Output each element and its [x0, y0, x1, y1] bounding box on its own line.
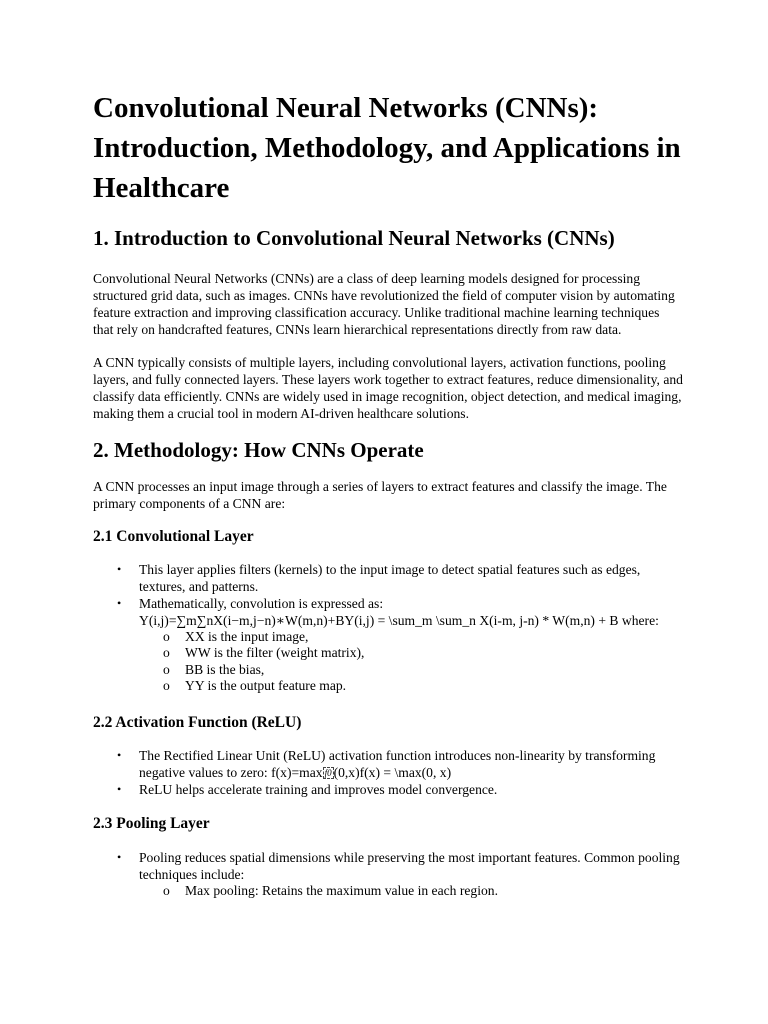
list-item	[93, 561, 683, 595]
pooling-techniques-list	[139, 883, 683, 899]
term-output: YY is the output feature map.	[185, 678, 347, 694]
activation-function-list	[93, 747, 683, 798]
list-item	[139, 678, 683, 694]
bullet-icon: •	[117, 747, 122, 762]
circle-bullet-icon: o	[163, 678, 170, 694]
circle-bullet-icon: o	[163, 645, 170, 661]
circle-bullet-icon: o	[163, 629, 170, 644]
section-1-paragraph-1: Convolutional Neural Networks (CNNs) are a class of deep learning models designed for processing structured grid data, such as images. CNNs have revolutionized the field of computer vision by automating feature extraction and improving classification accuracy. Unlike traditional machine learning techniques that rely on handcrafted features, CNNs learn hierarchical representations directly from raw data.	[93, 271, 675, 337]
subsection-2-3-heading: 2.3 Pooling Layer	[93, 814, 210, 832]
formula-terms-list	[139, 629, 683, 695]
bullet-text: The Rectified Linear Unit (ReLU) activation function introduces non-linearity by transforming negative values to zero: f(x)=max	[139, 747, 656, 780]
term-filter: WW is the filter (weight matrix),	[185, 645, 365, 661]
bullet-icon: •	[117, 562, 122, 576]
list-item	[93, 781, 683, 798]
bullet-text: Mathematically, convolution is expressed as:	[139, 596, 384, 611]
subsection-2-1-heading: 2.1 Convolutional Layer	[93, 528, 254, 545]
list-item	[93, 595, 683, 695]
bullet-text: (0,x)f(x) = \max(0, x)	[333, 764, 452, 780]
list-item	[93, 747, 683, 781]
circle-bullet-icon: o	[163, 882, 170, 898]
bullet-icon: •	[117, 781, 122, 796]
list-item	[139, 883, 683, 899]
bullet-text: Pooling reduces spatial dimensions while preserving the most important features. Common pooling techniques include:	[139, 849, 680, 882]
list-item	[139, 662, 683, 678]
bullet-icon: •	[117, 849, 122, 864]
document-content	[93, 88, 683, 899]
subsection-2-2-heading: 2.2 Activation Function (ReLU)	[93, 713, 302, 731]
list-item	[139, 629, 683, 645]
term-bias: BB is the bias,	[185, 661, 265, 677]
convolutional-layer-list	[93, 561, 683, 695]
formula-placeholder-box: f0	[324, 767, 332, 778]
list-item	[139, 645, 683, 661]
section-1-paragraph-2: A CNN typically consists of multiple layers, including convolutional layers, activation functions, pooling layers, and fully connected layers. These layers work together to extract features, reduce dimensionality, and classify data efficiently. CNNs are widely used in image recognition, object detection, and medical imaging, making them a crucial tool in modern AI-driven healthcare solutions.	[93, 355, 683, 421]
section-2-intro: A CNN processes an input image through a series of layers to extract features and classify the image. The primary components of a CNN are:	[93, 479, 667, 511]
convolution-formula: Y(i,j)=∑m∑nX(i−m,j−n)∗W(m,n)+BY(i,j) = \sum_m \sum_n X(i-m, j-n) * W(m,n) + B where:	[139, 613, 659, 628]
section-2-heading: 2. Methodology: How CNNs Operate	[93, 438, 424, 462]
term-max-pooling: Max pooling: Retains the maximum value in each region.	[185, 882, 498, 898]
pooling-layer-list	[93, 849, 683, 899]
circle-bullet-icon: o	[163, 661, 170, 677]
bullet-text: This layer applies filters (kernels) to the input image to detect spatial features such as edges, textures, and patterns.	[139, 562, 641, 594]
section-1-heading: 1. Introduction to Convolutional Neural Networks (CNNs)	[93, 226, 615, 250]
list-item	[93, 849, 683, 899]
bullet-text: ReLU helps accelerate training and improves model convergence.	[139, 781, 498, 797]
document-title: Convolutional Neural Networks (CNNs): Introduction, Methodology, and Applications in Healthcare	[93, 92, 681, 204]
term-input-image: XX is the input image,	[185, 629, 309, 644]
bullet-icon: •	[117, 596, 122, 610]
